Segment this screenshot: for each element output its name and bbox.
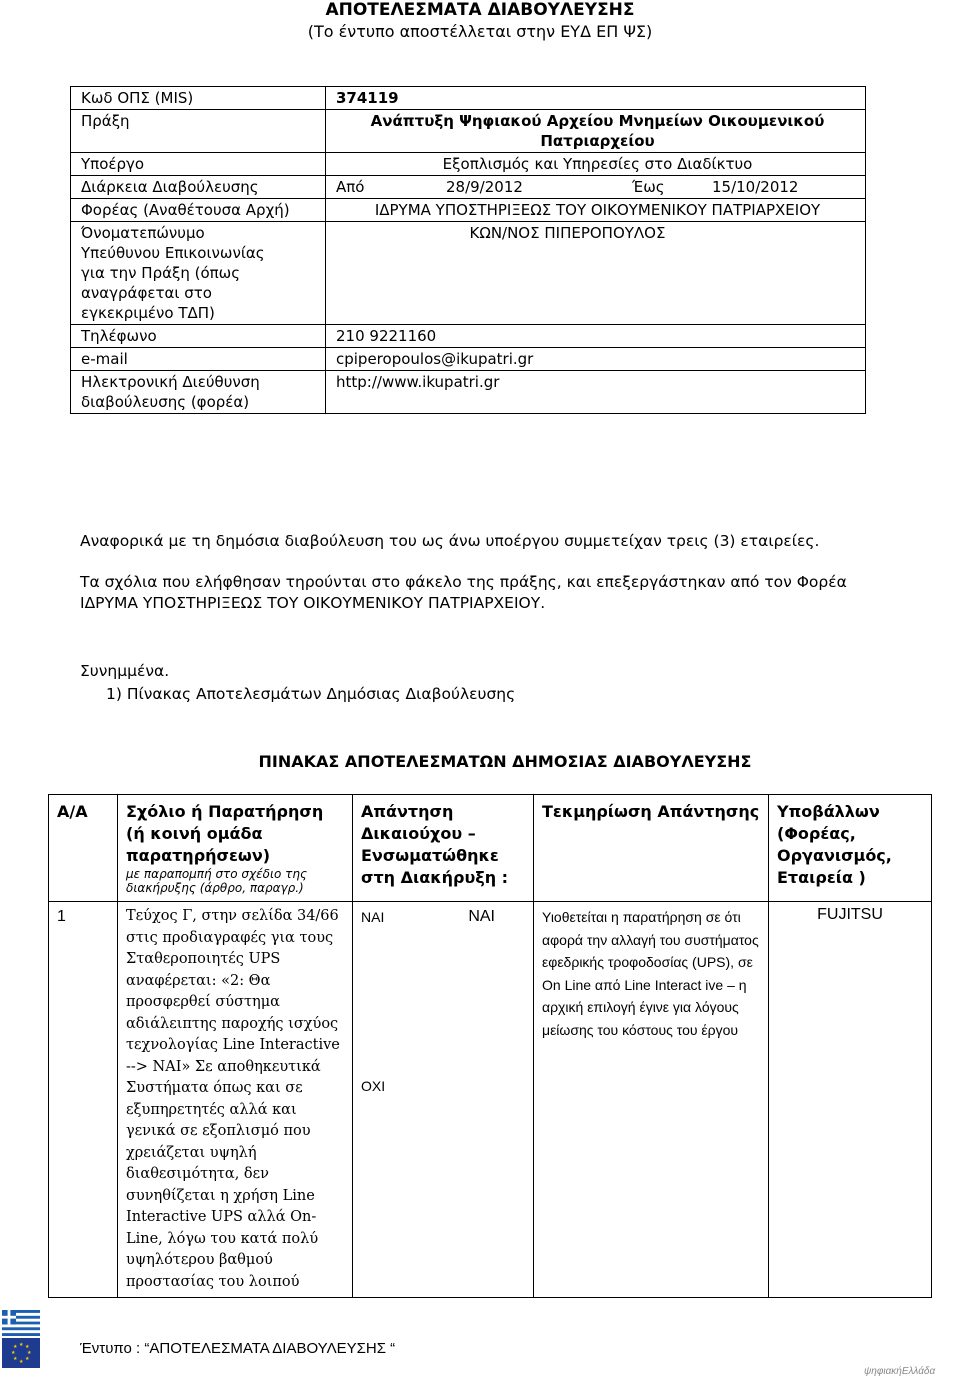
svg-text:★: ★	[11, 1350, 16, 1356]
ypoergo-row	[71, 153, 866, 176]
email-label: e-mail	[71, 348, 326, 371]
duration-row	[71, 176, 866, 199]
contact-row	[71, 222, 866, 325]
row-answer	[353, 902, 534, 1298]
svg-text:★: ★	[13, 1356, 18, 1362]
mis-row	[71, 87, 866, 110]
header-justification: Τεκμηρίωση Απάντησης	[534, 795, 769, 902]
attachment-item: 1) Πίνακας Αποτελεσμάτων Δημόσιας Διαβούλευσης	[106, 685, 516, 703]
svg-text:★: ★	[25, 1344, 30, 1350]
contact-name: ΚΩΝ/ΝΟΣ ΠΙΠΕΡΟΠΟΥΛΟΣ	[469, 224, 666, 242]
from-label: Από	[336, 178, 365, 196]
praxi-row	[71, 110, 866, 153]
svg-text:★: ★	[25, 1356, 30, 1362]
header-answer: Απάντηση Δικαιούχου – Ενσωματώθηκε στη Διακήρυξη :	[353, 795, 534, 902]
info-table	[70, 86, 866, 414]
foreas-value: ΙΔΡΥΜΑ ΥΠΟΣΤΗΡΙΞΕΩΣ ΤΟΥ ΟΙΚΟΥΜΕΝΙΚΟΥ ΠΑΤΡΙΑΡΧΕΙΟΥ	[326, 199, 866, 222]
row-submitter: FUJITSU	[769, 902, 932, 1298]
paragraph-comments: Τα σχόλια που ελήφθησαν τηρούνται στο φάκελο της πράξης, και επεξεργάστηκαν από τον Φορέα ΙΔΡΥΜΑ ΥΠΟΣΤΗΡΙΞΕΩΣ ΤΟΥ ΟΙΚΟΥΜΕΝΙΚΟΥ ΠΑΤΡΙΑΡΧΕΙΟΥ.	[80, 573, 847, 612]
mis-value: 374119	[326, 87, 866, 110]
duration-label: Διάρκεια Διαβούλευσης	[71, 176, 326, 199]
eu-flag-icon	[2, 1338, 40, 1368]
to-label: Έως	[632, 178, 665, 196]
digital-greece-logo: ψηφιακήΕλλάδα	[864, 1366, 936, 1377]
row-comment: Τεύχος Γ, στην σελίδα 34/66 στις προδιαγραφές για τους Σταθεροποιητές UPS αναφέρεται: «2: Θα προσφερθεί σύστημα αδιάλειπτης παροχής ισχύος τεχνολογίας Line Interactive --> ΝΑΙ» Σε αποθηκευτικά Συστήματα όπως και σε εξυπηρετητές αλλά και γενικά σε εξοπλισμό που χρειάζεται υψηλή διαθεσιμότητα, δεν συνηθίζεται η χρήση Line Interactive UPS αλλά On-Line, λόγω του κατά πολύ υψηλότερου βαθμού προστασίας του λοιπού	[118, 902, 353, 1298]
footer-form-label: Έντυπο : “ΑΠΟΤΕΛΕΣΜΑΤΑ ΔΙΑΒΟΥΛΕΥΣΗΣ “	[80, 1340, 396, 1357]
from-value: 28/9/2012	[446, 178, 523, 196]
contact-label: Όνοματεπώνυμο Υπεύθυνου Επικοινωνίας για την Πράξη (όπως αναγράφεται στο εγκεκριμένο ΤΔΠ)	[71, 222, 326, 325]
svg-text:★: ★	[19, 1342, 24, 1348]
web-value[interactable]: http://www.ikupatri.gr	[326, 371, 866, 414]
svg-text:★: ★	[27, 1350, 32, 1356]
phone-row	[71, 325, 866, 348]
praxi-value: Ανάπτυξη Ψηφιακού Αρχείου Μνημείων Οικουμενικού Πατριαρχείου	[326, 110, 866, 153]
header-comment-title: Σχόλιο ή Παρατήρηση (ή κοινή ομάδα παρατηρήσεων)	[126, 802, 324, 865]
results-table	[48, 794, 932, 1298]
row-aa: 1	[49, 902, 118, 1298]
ypoergo-value: Εξοπλισμός και Υπηρεσίες στο Διαδίκτυο	[326, 153, 866, 176]
ypoergo-label: Υποέργο	[71, 153, 326, 176]
row-justification: Υιοθετείται η παρατήρηση σε ότι αφορά την αλλαγή του συστήματος εφεδρικής τροφοδοσίας (UPS), σε On Line από Line Interact ive – η αρχική επιλογή έγινε για λόγους μείωσης του κόστους του έργου	[534, 902, 769, 1298]
phone-label: Τηλέφωνο	[71, 325, 326, 348]
phone-value: 210 9221160	[326, 325, 866, 348]
to-value: 15/10/2012	[712, 178, 799, 196]
web-row	[71, 371, 866, 414]
header-comment-note: με παραπομπή στο σχέδιο της διακήρυξης (άρθρο, παραγρ.)	[126, 867, 308, 895]
results-header-row	[49, 795, 932, 902]
svg-text:★: ★	[13, 1344, 18, 1350]
header-comment	[118, 795, 353, 902]
answer-no: ΟΧΙ	[361, 1077, 386, 1094]
attachments-label: Συνημμένα.	[80, 662, 170, 680]
email-value[interactable]: cpiperopoulos@ikupatri.gr	[326, 348, 866, 371]
table-row	[49, 902, 932, 1298]
svg-text:★: ★	[19, 1359, 24, 1365]
header-aa: Α/Α	[49, 795, 118, 902]
praxi-label: Πράξη	[71, 110, 326, 153]
mis-label: Κωδ ΟΠΣ (MIS)	[71, 87, 326, 110]
header-submitter: Υποβάλλων (Φορέας, Οργανισμός, Εταιρεία )	[769, 795, 932, 902]
answer-yes: ΝΑΙ	[361, 909, 385, 925]
results-title: ΠΙΝΑΚΑΣ ΑΠΟΤΕΛΕΣΜΑΤΩΝ ΔΗΜΟΣΙΑΣ ΔΙΑΒΟΥΛΕΥΣΗΣ	[258, 752, 752, 771]
foreas-label: Φορέας (Αναθέτουσα Αρχή)	[71, 199, 326, 222]
greek-flag-icon	[2, 1310, 40, 1336]
document-subtitle: (Το έντυπο αποστέλλεται στην ΕΥΔ ΕΠ ΨΣ)	[307, 22, 653, 41]
foreas-row	[71, 199, 866, 222]
paragraph-participants: Αναφορικά με τη δημόσια διαβούλευση του ως άνω υποέργου συμμετείχαν τρεις (3) εταιρείες.	[80, 532, 820, 550]
answer-yes-2: ΝΑΙ	[468, 908, 495, 925]
document-title: ΑΠΟΤΕΛΕΣΜΑΤΑ ΔΙΑΒΟΥΛΕΥΣΗΣ	[325, 0, 635, 20]
contact-value	[326, 222, 866, 325]
duration-value	[326, 176, 866, 199]
email-row	[71, 348, 866, 371]
web-label: Ηλεκτρονική Διεύθυνση διαβούλευσης (φορέα)	[71, 371, 326, 414]
